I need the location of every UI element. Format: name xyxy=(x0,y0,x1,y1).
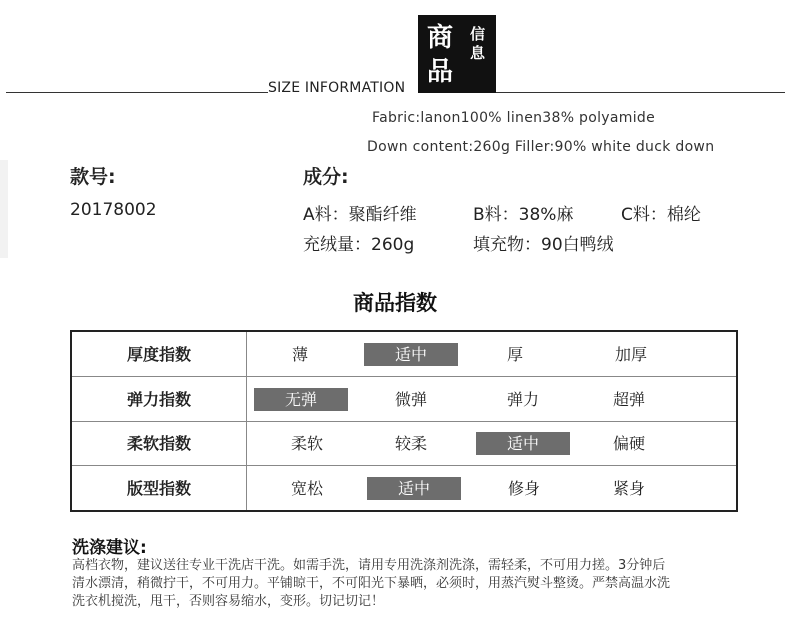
fabric-a-value: A料：聚酯纤维 xyxy=(303,205,417,225)
option-fairly-soft: 较柔 xyxy=(394,434,427,453)
down-english-line: Down content:260g Filler:90% white duck down xyxy=(367,139,715,155)
table-row-elasticity xyxy=(72,377,736,422)
logo-char-xi: 息 xyxy=(470,44,486,62)
row-label-elasticity: 弹力指数 xyxy=(126,390,191,409)
style-number-label: 款号: xyxy=(70,166,116,188)
size-information-label: SIZE INFORMATION xyxy=(268,80,406,96)
fabric-b-value: B料：38%麻 xyxy=(473,205,574,225)
option-tight: 紧身 xyxy=(612,479,645,498)
option-extra-thick: 加厚 xyxy=(614,345,647,364)
fabric-english-line: Fabric:lanon100% linen38% polyamide xyxy=(372,110,655,126)
option-no-stretch-selected: 无弹 xyxy=(254,388,348,411)
table-row-thickness xyxy=(72,332,736,377)
product-index-title: 商品指数 xyxy=(353,291,437,315)
row-label-thickness: 厚度指数 xyxy=(126,345,191,364)
wash-advice-line: 高档衣物，建议送往专业干洗店干洗。如需手洗，请用专用洗涤剂洗涤，需轻柔，不可用力搓。3分钟后 xyxy=(72,558,666,573)
option-slight-stretch: 微弹 xyxy=(394,390,427,409)
option-slim: 修身 xyxy=(507,479,540,498)
logo-char-xin: 信 xyxy=(470,25,486,43)
option-moderate-selected: 适中 xyxy=(364,343,458,366)
option-moderate-selected: 适中 xyxy=(476,432,570,455)
row-label-fit: 版型指数 xyxy=(126,479,191,498)
logo-char-pin: 品 xyxy=(427,57,454,87)
option-slightly-hard: 偏硬 xyxy=(612,434,645,453)
fabric-c-value: C料：棉纶 xyxy=(621,205,701,225)
logo-char-shang: 商 xyxy=(427,23,454,53)
option-thin: 薄 xyxy=(291,345,308,364)
composition-label: 成分: xyxy=(303,166,349,188)
header-rule-left xyxy=(6,92,268,93)
table-row-fit xyxy=(72,466,736,511)
row-label-softness: 柔软指数 xyxy=(126,434,191,453)
table-row-softness xyxy=(72,421,736,466)
filler-value: 填充物：90白鸭绒 xyxy=(473,235,614,255)
option-thick: 厚 xyxy=(506,345,523,364)
option-stretch: 弹力 xyxy=(506,390,539,409)
wash-advice-line: 清水漂清，稍微拧干，不可用力。平铺晾干，不可阳光下暴晒，必须时，用蒸汽熨斗整烫。严禁高温水洗 xyxy=(72,576,671,591)
style-number-value: 20178002 xyxy=(70,200,157,220)
option-super-stretch: 超弹 xyxy=(612,390,645,409)
option-loose: 宽松 xyxy=(290,479,323,498)
down-amount-value: 充绒量：260g xyxy=(303,235,415,255)
option-moderate-selected: 适中 xyxy=(367,477,461,500)
option-soft: 柔软 xyxy=(290,434,323,453)
left-edge-mark xyxy=(0,160,8,258)
wash-advice-title: 洗涤建议: xyxy=(72,538,147,558)
wash-advice-line: 洗衣机搅洗，甩干，否则容易缩水，变形。切记切记！ xyxy=(72,594,385,609)
product-info-logo xyxy=(418,15,496,93)
wash-advice-text xyxy=(72,557,772,611)
product-index-table xyxy=(70,330,738,512)
